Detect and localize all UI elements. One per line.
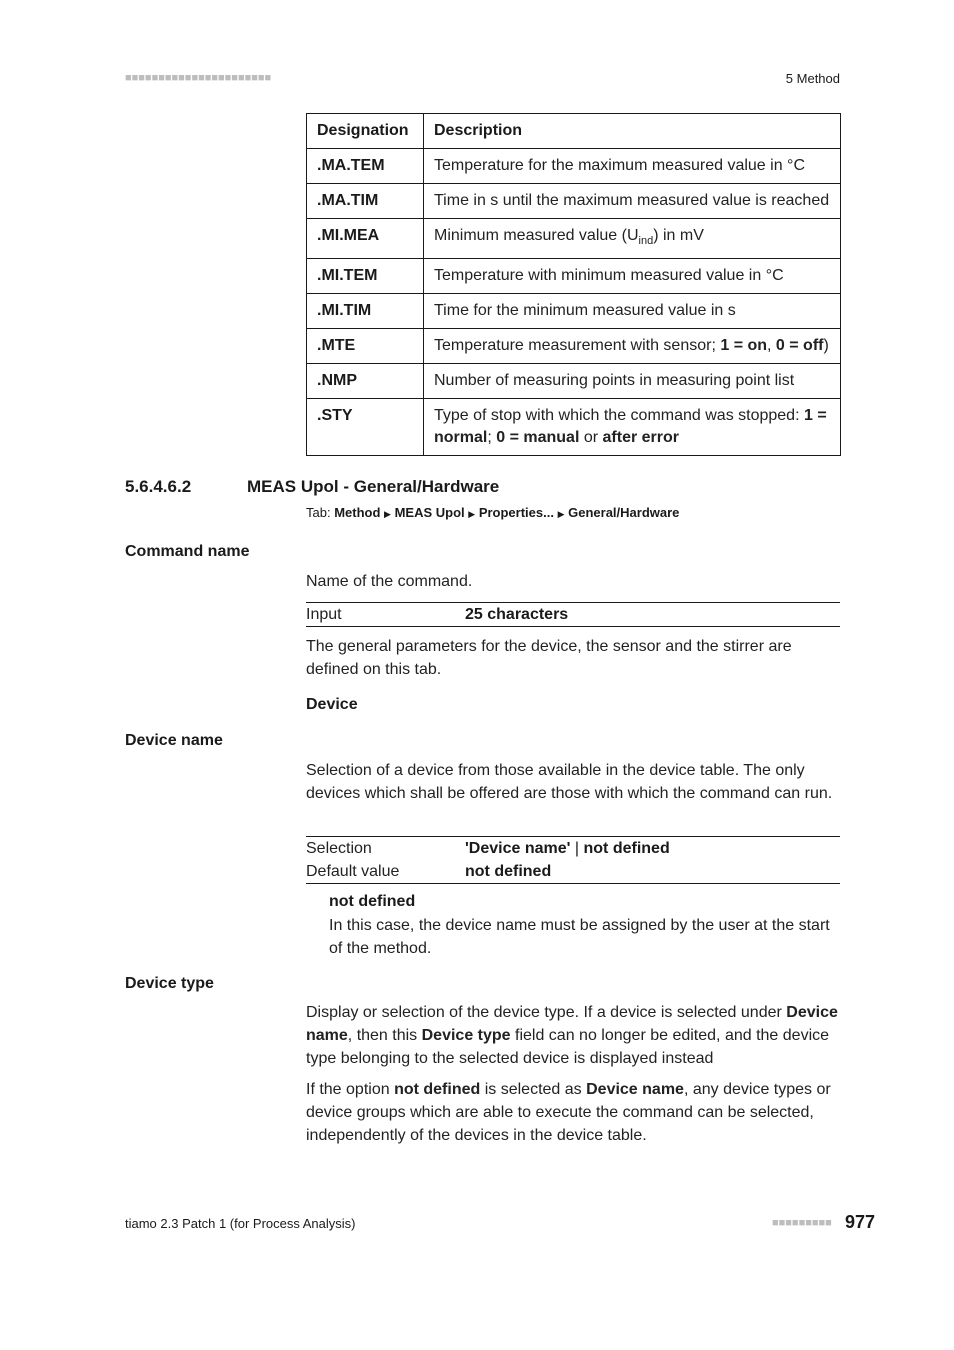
- description-text: or: [579, 429, 603, 447]
- description-cell: Temperature for the maximum measured value in °C: [424, 149, 841, 184]
- table-row: [307, 364, 841, 399]
- designation-cell: .MA.TEM: [307, 149, 424, 184]
- description-text: Minimum measured value (U: [434, 227, 639, 244]
- table-row: [307, 184, 841, 219]
- arrow-right-icon: ▶: [557, 509, 565, 519]
- parameter-row: [306, 837, 840, 860]
- description-cell: Time in s until the maximum measured value is reached: [424, 184, 841, 219]
- tab-path-item: MEAS Upol: [394, 505, 465, 520]
- description-bold: 1 = normal: [434, 407, 827, 447]
- description-bold: 0 = off: [775, 337, 824, 355]
- parameter-value: 25 characters: [465, 606, 569, 623]
- designation-cell: .NMP: [307, 364, 424, 399]
- description-text: ): [823, 337, 829, 355]
- description-cell: [424, 329, 841, 364]
- device-type-paragraph-2: [306, 1078, 842, 1147]
- parameter-key: Input: [306, 606, 342, 623]
- tab-path-prefix: Tab:: [306, 505, 335, 520]
- paragraph-text: If the option: [306, 1081, 395, 1098]
- table-row: [307, 329, 841, 364]
- selection-option: 'Device name': [465, 840, 571, 857]
- tab-path-item: Method: [334, 505, 381, 520]
- device-name-label: Device name: [125, 732, 223, 749]
- general-description: The general parameters for the device, the sensor and the stirrer are defined on this tab.: [306, 638, 792, 678]
- selection-separator: |: [570, 840, 584, 857]
- description-cell: Time for the minimum measured value in s: [424, 294, 841, 329]
- description-cell: Number of measuring points in measuring point list: [424, 364, 841, 399]
- device-name-description: Selection of a device from those available in the device table. The only devices which shall be offered are those with which the command can run.: [306, 762, 833, 802]
- tab-path-item: Properties...: [478, 505, 554, 520]
- designation-cell: .MA.TIM: [307, 184, 424, 219]
- parameter-key: Selection: [306, 840, 372, 857]
- column-header-description: Description: [424, 114, 841, 149]
- description-bold: after error: [602, 429, 679, 447]
- paragraph-bold: Device name: [306, 1004, 838, 1044]
- table-row: [307, 294, 841, 329]
- paragraph-text: , then this: [347, 1027, 422, 1044]
- command-name-label: Command name: [125, 543, 250, 560]
- parameter-value: not defined: [465, 863, 552, 880]
- device-type-label: Device type: [125, 975, 214, 992]
- description-text: ;: [487, 429, 497, 447]
- description-cell: Temperature with minimum measured value in °C: [424, 259, 841, 294]
- arrow-right-icon: ▶: [468, 509, 476, 519]
- description-cell: [424, 399, 841, 456]
- designation-cell: .MI.TIM: [307, 294, 424, 329]
- description-text: ,: [767, 337, 776, 355]
- description-text: Temperature measurement with sensor;: [434, 337, 721, 355]
- footer-product: tiamo 2.3 Patch 1 (for Process Analysis): [125, 1216, 356, 1231]
- paragraph-text: Display or selection of the device type. If a device is selected under: [306, 1004, 787, 1021]
- designation-table: [306, 113, 841, 456]
- description-cell: [424, 219, 841, 259]
- device-name-parameter-table: [306, 836, 840, 884]
- table-row: [307, 399, 841, 456]
- description-bold: 0 = manual: [496, 429, 580, 447]
- arrow-right-icon: ▶: [384, 509, 391, 519]
- page-number: 977: [845, 1212, 876, 1232]
- designation-cell: .STY: [307, 399, 424, 456]
- paragraph-text: field can no longer be edited, and the device type belonging to the selected device is displayed instead: [306, 1027, 830, 1067]
- description-text: ) in mV: [653, 227, 704, 244]
- parameter-key: Default value: [306, 863, 400, 880]
- designation-cell: .MI.MEA: [307, 219, 424, 259]
- table-row: [307, 149, 841, 184]
- designation-cell: .MTE: [307, 329, 424, 364]
- input-parameter-table: [306, 602, 840, 627]
- parameter-row: [306, 603, 840, 626]
- chapter-title: 5 Method: [785, 71, 840, 86]
- parameter-row: [306, 860, 840, 883]
- column-header-designation: Designation: [307, 114, 424, 149]
- paragraph-bold: Device type: [421, 1027, 511, 1044]
- tab-path-item: General/Hardware: [568, 505, 680, 520]
- header-decoration: ■■■■■■■■■■■■■■■■■■■■■■: [125, 72, 272, 84]
- parameter-value: [465, 837, 670, 860]
- command-name-description: Name of the command.: [306, 573, 473, 590]
- table-header-row: [307, 114, 841, 149]
- device-type-paragraph-1: [306, 1001, 842, 1070]
- subscript-ind: ind: [638, 235, 654, 248]
- selection-option: not defined: [583, 840, 670, 857]
- table-row: [307, 259, 841, 294]
- note-title: not defined: [329, 893, 416, 910]
- footer-decoration: ■■■■■■■■■: [772, 1217, 832, 1229]
- section-number: 5.6.4.6.2: [125, 477, 192, 496]
- paragraph-bold: not defined: [394, 1081, 481, 1098]
- paragraph-bold: Device name: [586, 1081, 684, 1098]
- designation-cell: .MI.TEM: [307, 259, 424, 294]
- description-bold: 1 = on: [720, 337, 768, 355]
- section-title: MEAS Upol - General/Hardware: [247, 477, 500, 496]
- device-heading: Device: [306, 696, 358, 713]
- table-row: [307, 219, 841, 259]
- note-text: In this case, the device name must be assigned by the user at the start of the method.: [329, 917, 830, 957]
- paragraph-text: is selected as: [480, 1081, 587, 1098]
- paragraph-text: , any device types or device groups which are able to execute the command can be selected, independently of the devices in the device table.: [306, 1081, 831, 1144]
- description-text: Type of stop with which the command was stopped:: [434, 407, 804, 425]
- tab-path: [306, 505, 679, 520]
